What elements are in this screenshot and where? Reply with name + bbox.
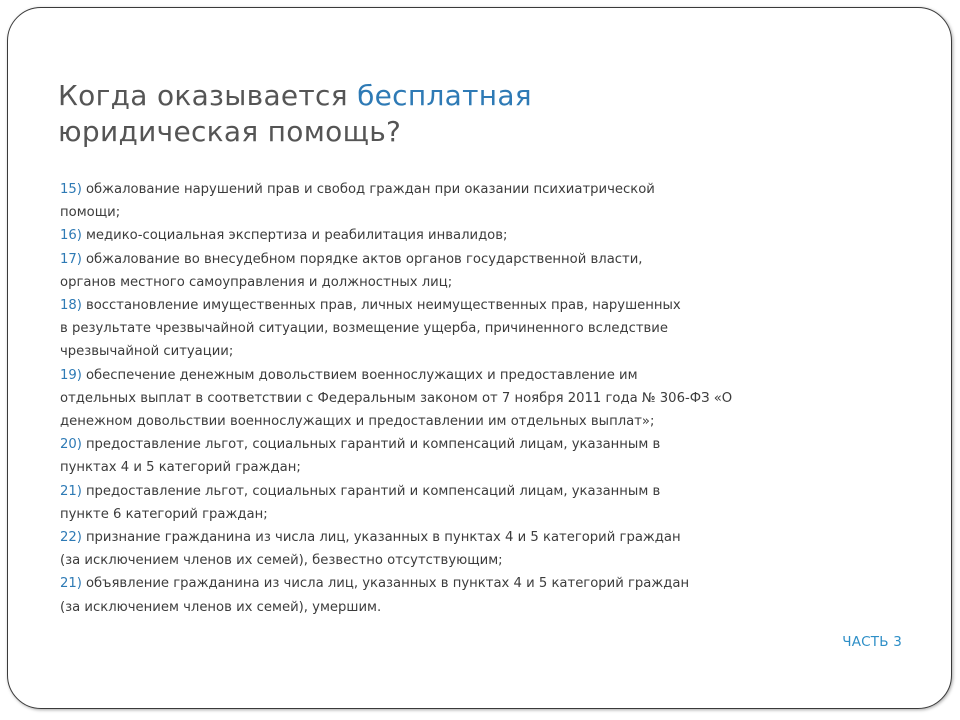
item-text: обжалование во внесудебном порядке актов органов государственной власти, (85, 251, 643, 267)
item-number: 22) (60, 530, 82, 546)
title-suffix: юридическая помощь? (58, 115, 402, 148)
item-text: денежном довольствии военнослужащих и предоставлении им отдельных выплат»; (60, 414, 655, 430)
list-item-line (60, 224, 760, 247)
item-number: 17) (60, 251, 82, 267)
list-item-line (60, 178, 760, 201)
list-item-line (60, 387, 760, 410)
item-text: обжалование нарушений прав и свобод граждан при оказании психиатрической (85, 182, 655, 197)
list-item-line (60, 410, 760, 433)
item-text: отдельных выплат в соответствии с Федеральным законом от 7 ноября 2011 года № 306-ФЗ «О (60, 390, 733, 406)
part-label: ЧАСТЬ 3 (842, 634, 902, 650)
list-item-line (60, 526, 760, 549)
item-number: 19) (60, 367, 82, 383)
item-text: чрезвычайной ситуации; (60, 344, 234, 360)
item-text: объявление гражданина из числа лиц, указанных в пунктах 4 и 5 категорий граждан (85, 576, 690, 592)
item-text: предоставление льгот, социальных гарантий и компенсаций лицам, указанным в (85, 483, 661, 499)
item-text: предоставление льгот, социальных гарантий и компенсаций лицам, указанным в (85, 437, 661, 453)
list-item-line (60, 294, 760, 317)
item-number: 15) (60, 182, 82, 197)
list-item-line (60, 271, 760, 294)
services-list (60, 178, 760, 619)
list-item-line (60, 248, 760, 271)
item-text: (за исключением членов их семей), безвестно отсутствующим; (60, 553, 503, 569)
list-item-line (60, 596, 760, 619)
item-text: восстановление имущественных прав, личных неимущественных прав, нарушенных (85, 298, 681, 314)
item-text: пунктах 4 и 5 категорий граждан; (60, 460, 301, 476)
list-item-line (60, 549, 760, 572)
item-number: 21) (60, 576, 82, 592)
list-item-line (60, 201, 760, 224)
item-text: (за исключением членов их семей), умершим. (60, 599, 382, 615)
item-text: органов местного самоуправления и должностных лиц; (60, 274, 453, 290)
list-item-line (60, 317, 760, 340)
slide-title (58, 78, 898, 150)
list-item-line (60, 456, 760, 479)
list-item-line (60, 340, 760, 363)
item-number: 18) (60, 298, 82, 314)
item-text: пункте 6 категорий граждан; (60, 506, 268, 522)
item-number: 20) (60, 437, 82, 453)
list-item-line (60, 480, 760, 503)
title-prefix: Когда оказывается (58, 79, 358, 112)
list-item-line (60, 503, 760, 526)
list-item-line (60, 364, 760, 387)
title-accent: бесплатная (357, 79, 532, 112)
list-item-line (60, 433, 760, 456)
item-number: 21) (60, 483, 82, 499)
item-number: 16) (60, 228, 82, 244)
item-text: в результате чрезвычайной ситуации, возмещение ущерба, причиненного вследствие (60, 321, 668, 337)
item-text: обеспечение денежным довольствием военнослужащих и предоставление им (85, 367, 638, 383)
item-text: признание гражданина из числа лиц, указанных в пунктах 4 и 5 категорий граждан (85, 530, 681, 546)
item-text: помощи; (60, 205, 121, 221)
list-item-line (60, 572, 760, 595)
item-text: медико-социальная экспертиза и реабилитация инвалидов; (85, 228, 508, 244)
